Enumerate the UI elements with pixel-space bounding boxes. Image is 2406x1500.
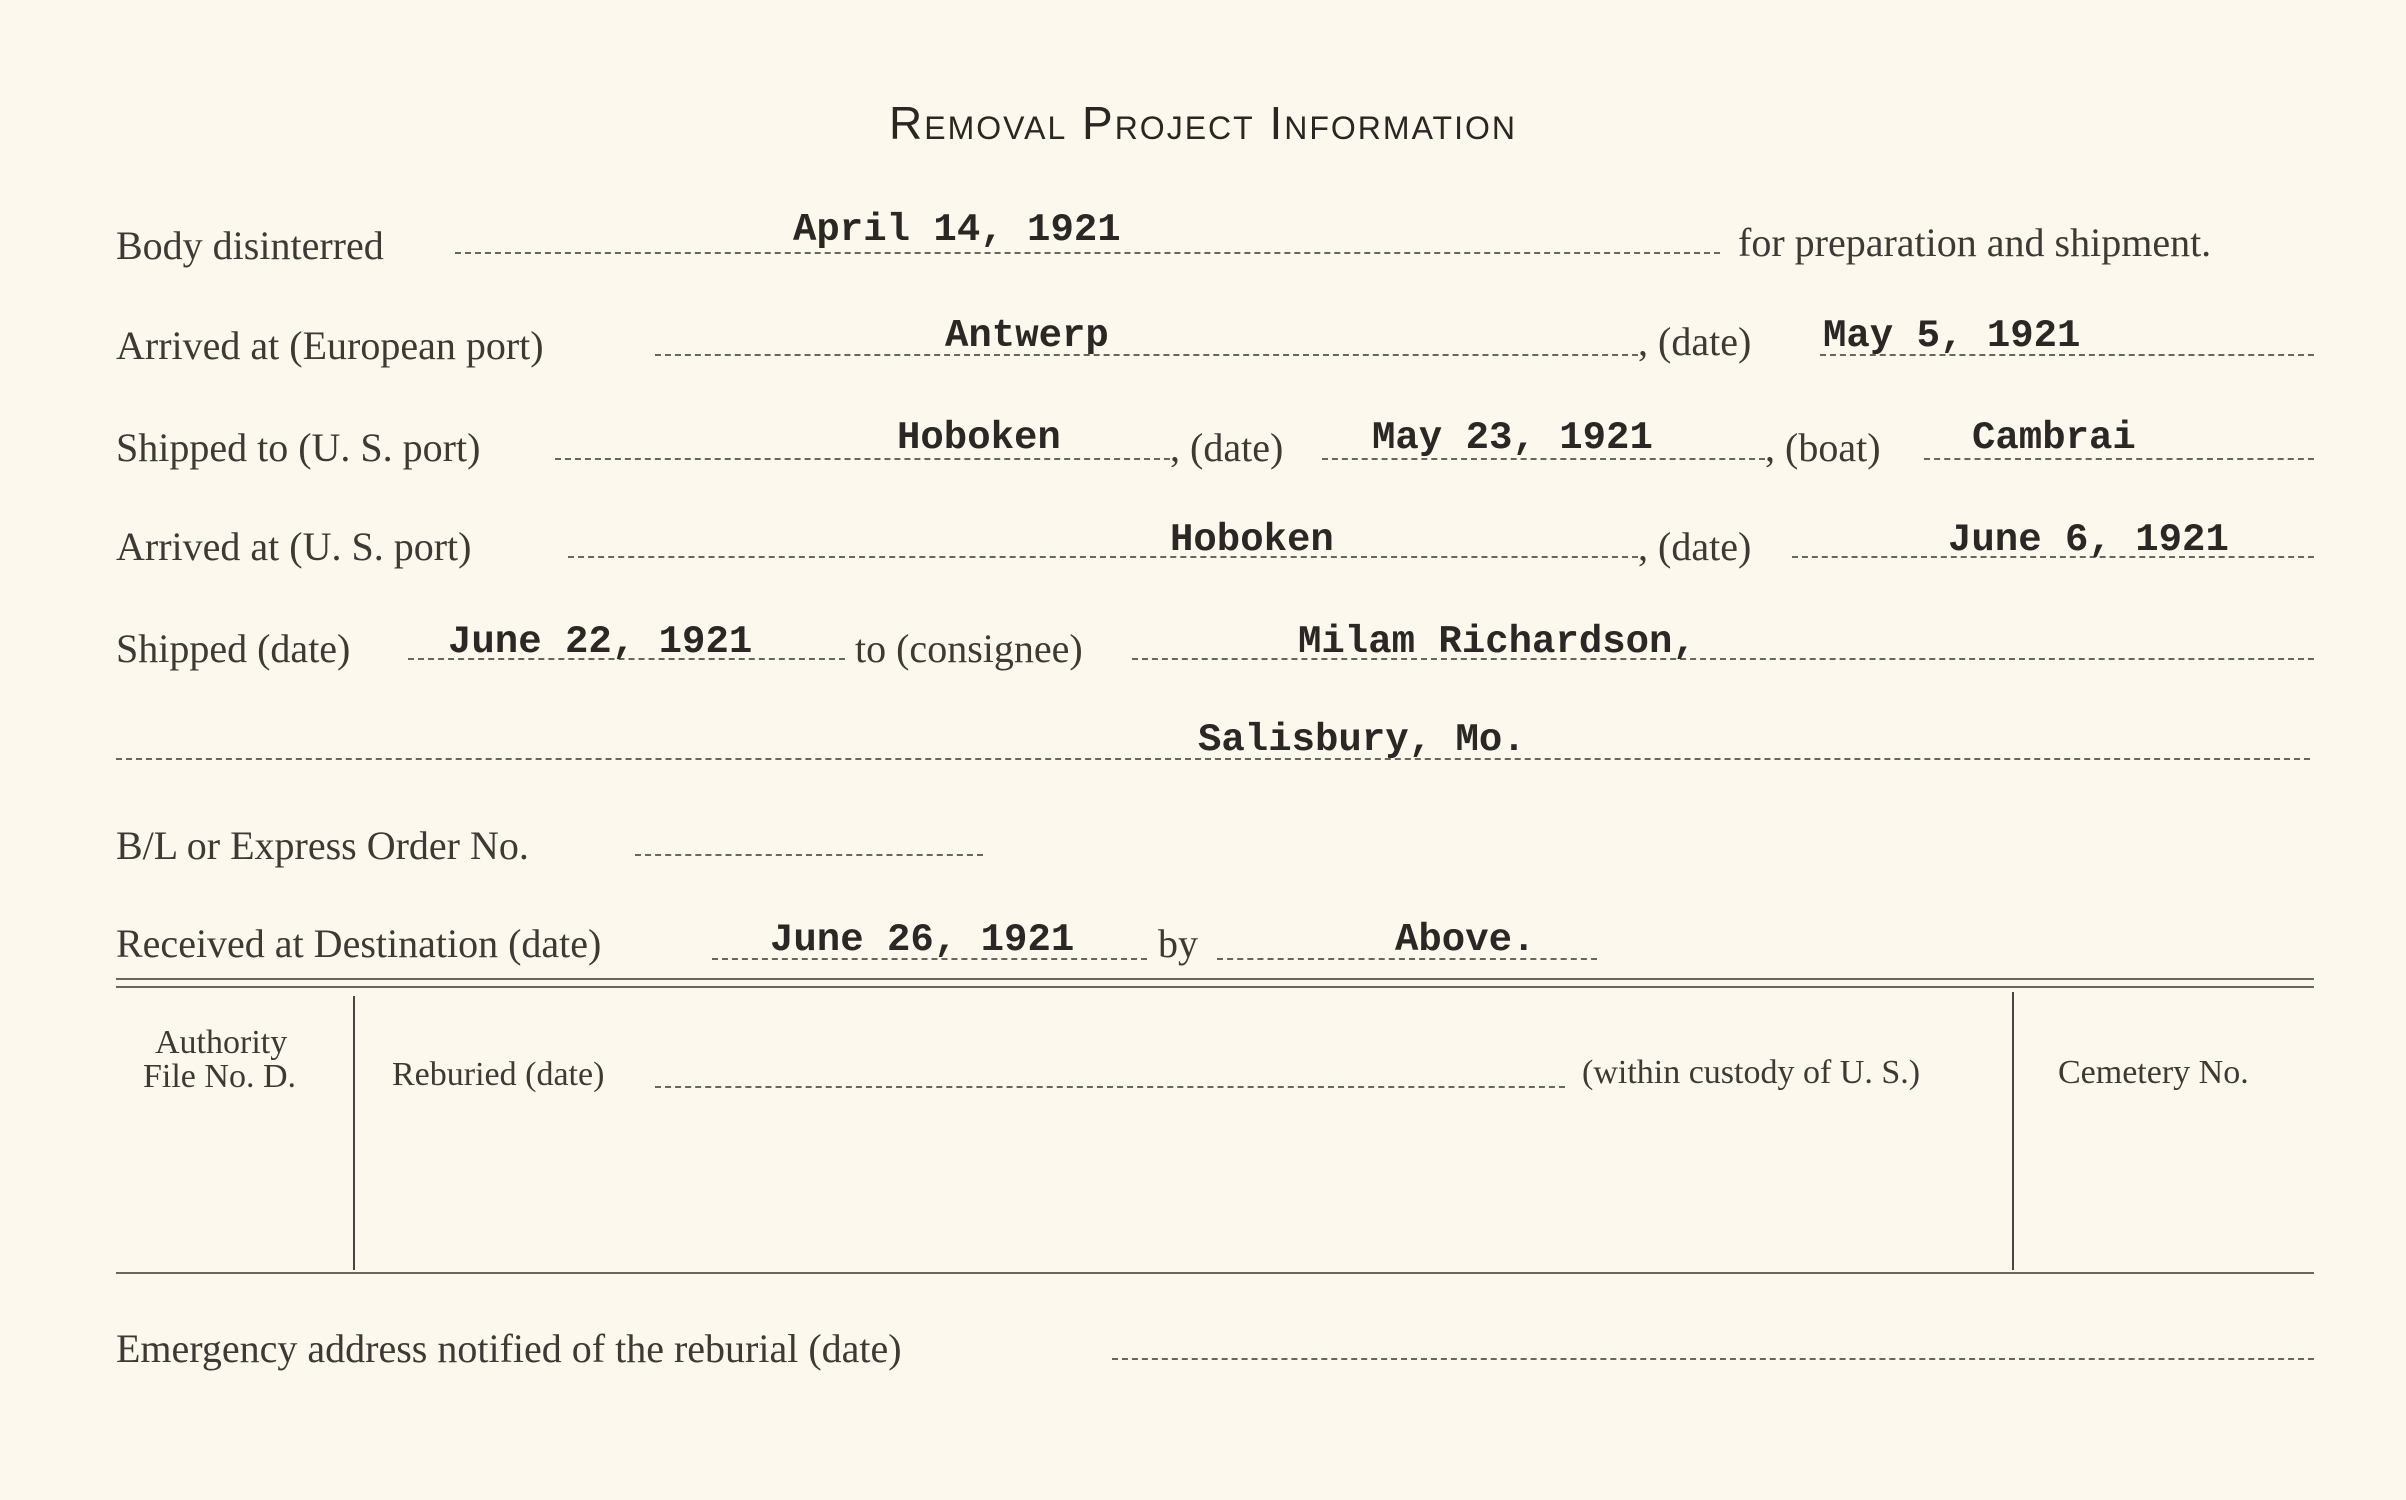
us-port-arrived-date-value[interactable]: June 6, 1921	[1948, 518, 2229, 562]
us-port-arrived-date-label: , (date)	[1638, 524, 1752, 569]
us-port-arrived-label: Arrived at (U. S. port)	[116, 524, 472, 569]
received-destination-label: Received at Destination (date)	[116, 921, 602, 966]
emergency-address-line[interactable]	[1112, 1358, 2314, 1360]
received-by-label: by	[1158, 921, 1198, 966]
reburied-line[interactable]	[655, 1086, 1565, 1088]
consignee-label: to (consignee)	[855, 626, 1083, 671]
us-port-shipped-date-label: , (date)	[1170, 425, 1284, 470]
page-title: Removal Project Information	[889, 97, 1517, 149]
bl-express-order-label: B/L or Express Order No.	[116, 823, 529, 868]
authority-label-line1: Authority	[155, 1024, 288, 1061]
preparation-shipment-label: for preparation and shipment.	[1738, 220, 2212, 265]
emergency-address-label: Emergency address notified of the reburial (date)	[116, 1326, 902, 1371]
authority-label-line2: File No. D.	[143, 1058, 296, 1095]
us-port-shipped-value[interactable]: Hoboken	[897, 416, 1061, 460]
european-port-line	[655, 354, 1638, 356]
table-divider-left	[353, 996, 355, 1270]
us-port-arrived-line	[568, 556, 1638, 558]
european-port-label: Arrived at (European port)	[116, 323, 544, 368]
reburied-label: Reburied (date)	[392, 1056, 605, 1093]
us-port-shipped-label: Shipped to (U. S. port)	[116, 425, 481, 470]
body-disinterred-line	[455, 252, 1720, 254]
shipped-date-value[interactable]: June 22, 1921	[448, 620, 753, 664]
table-bottom-rule	[116, 1272, 2314, 1274]
bl-express-order-line[interactable]	[635, 854, 983, 856]
consignee-address-value[interactable]: Salisbury, Mo.	[1198, 718, 1526, 762]
us-port-shipped-line	[555, 458, 1170, 460]
table-top-rule-1	[116, 978, 2314, 980]
boat-label: , (boat)	[1765, 425, 1881, 470]
table-divider-right	[2012, 992, 2014, 1270]
european-port-date-label: , (date)	[1638, 319, 1752, 364]
received-destination-value[interactable]: June 26, 1921	[770, 918, 1075, 962]
shipped-date-label: Shipped (date)	[116, 626, 351, 671]
cemetery-label: Cemetery No.	[2058, 1054, 2249, 1091]
table-top-rule-2	[116, 986, 2314, 988]
custody-label: (within custody of U. S.)	[1582, 1054, 1921, 1091]
received-by-value[interactable]: Above.	[1395, 918, 1536, 962]
us-port-arrived-value[interactable]: Hoboken	[1170, 518, 1334, 562]
boat-value[interactable]: Cambrai	[1972, 416, 2136, 460]
us-port-shipped-date-value[interactable]: May 23, 1921	[1372, 416, 1653, 460]
european-port-date-value[interactable]: May 5, 1921	[1823, 314, 2081, 358]
consignee-value[interactable]: Milam Richardson,	[1298, 620, 1696, 664]
body-disinterred-label: Body disinterred	[116, 223, 384, 268]
body-disinterred-value[interactable]: April 14, 1921	[793, 208, 1121, 252]
european-port-value[interactable]: Antwerp	[945, 314, 1109, 358]
